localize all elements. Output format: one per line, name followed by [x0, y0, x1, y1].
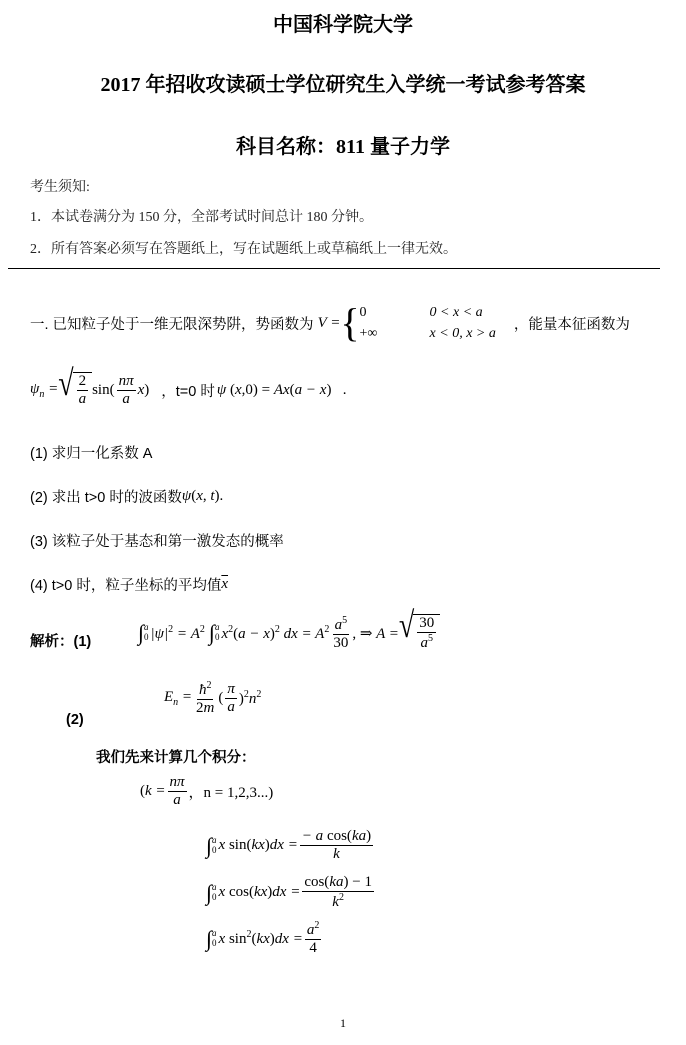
problem-intro-suffix: ，能量本征函数为: [513, 316, 630, 333]
k-definition: (k = $\frac{n\pi}{a}$ ，n = 1,2,3...): [140, 774, 274, 809]
problem-intro: [30, 302, 630, 344]
question-3: (3) 该粒子处于基态和第一激发态的概率: [30, 534, 284, 550]
potential-symbol: V =: [317, 314, 341, 331]
solution-label-1: 解析：(1): [30, 634, 92, 650]
normalization-equation: ∫ a 0 $|\psi|^2 = A^2$ ∫ a 0 $x^2(a - x)^2$ dx = $A^2$ $\frac{a^5}{30}$ , ⇒ A = √ $\frac{30}{a^5}$: [138, 614, 440, 653]
question-2: [30, 486, 223, 507]
question-2-text: (2) 求出 t>0 时的波函数: [30, 490, 182, 506]
potential-brace: {: [340, 300, 360, 345]
initial-state: ψ (x,0) = Ax(a − x) .: [216, 381, 347, 398]
question-4-text: (4) t>0 时，粒子坐标的平均值: [30, 578, 222, 594]
divider: [8, 268, 660, 269]
sqrt-2-over-a: √ $\frac{2}{a}$: [58, 372, 92, 409]
question-4: [30, 574, 228, 595]
subject-title: 科目名称：811 量子力学: [236, 136, 450, 158]
integrals-intro: 我们先来计算几个积分：: [96, 750, 256, 766]
x-bar: $\overline{x}$: [221, 576, 229, 592]
psi-xt: ψ(x, t).: [181, 488, 224, 504]
notice-item-2: 2．所有答案必须写在答题纸上，写在试题纸上或草稿纸上一律无效。: [30, 242, 457, 257]
sin-term: sin( $\frac{n\pi}{a}$ x): [92, 372, 150, 407]
exam-title: 2017 年招收攻读硕士学位研究生入学统一考试参考答案: [100, 74, 586, 96]
university-title: 中国科学院大学: [273, 14, 413, 36]
k-def-suffix: ，n = 1,2,3...): [188, 785, 274, 802]
potential-cases: 0 0 < x < a +∞ x < 0, x > a: [359, 305, 496, 341]
integral-3: ∫ a 0 x $\sin^2(kx)dx$ = $\frac{a^2}{4}$: [206, 920, 320, 957]
energy-equation: $E_n$ = $\frac{ħ^2}{2m}$ ( $\frac{\pi}{a}$ )$^2n^2$: [164, 680, 262, 717]
psi-n: $\psi_n$ =: [30, 380, 59, 400]
solution-label-2: (2): [66, 712, 84, 728]
problem-intro-prefix: 一. 已知粒子处于一维无限深势阱，势函数为: [30, 316, 314, 333]
t0-text: ，t=0 时: [161, 383, 215, 400]
page-number: 1: [340, 1016, 346, 1030]
integral-2: ∫ a 0 x cos(kx)dx = $\frac{\cos(ka) - 1}{k^2}$: [206, 874, 372, 911]
notice-heading: 考生须知:: [30, 180, 90, 195]
integral-1: ∫ a 0 x sin(kx)dx = $\frac{\text{− a cos(ka)}}{k}$: [206, 828, 372, 863]
notice-item-1: 1．本试卷满分为 150 分，全部考试时间总计 180 分钟。: [30, 210, 373, 225]
question-1: (1) 求归一化系数 A: [30, 446, 153, 462]
eigenfunction-line: [30, 363, 347, 409]
